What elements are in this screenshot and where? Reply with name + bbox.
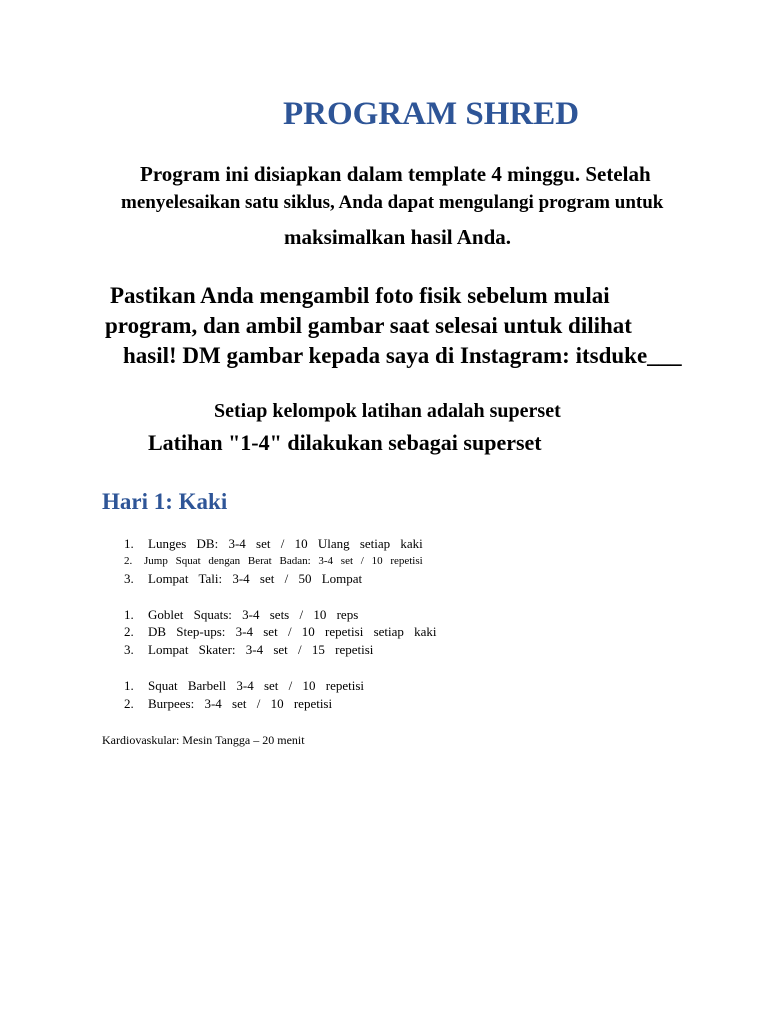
exercise-number: 2. [124,624,134,639]
exercise-number: 1. [124,536,134,551]
exercise-number: 2. [124,696,134,711]
exercise-number: 3. [124,571,134,586]
photo-note-line-1: Pastikan Anda mengambil foto fisik sebelum mulai [110,283,610,308]
intro-line-2: menyelesaikan satu siklus, Anda dapat mengulangi program untuk [121,192,664,213]
exercise-text: Jump Squat dengan Berat Badan: 3-4 set / 10 repetisi [144,555,423,567]
page-title: PROGRAM SHRED [282,96,580,132]
superset-note-line-2: Latihan "1-4" dilakukan sebagai superset [148,430,542,455]
exercise-number: 3. [124,642,134,657]
exercise-item [124,696,332,712]
intro-line-3: maksimalkan hasil Anda. [284,225,512,249]
exercise-number: 2. [124,555,133,567]
photo-note-line-2: program, dan ambil gambar saat selesai untuk dilihat [105,313,632,338]
exercise-item [124,555,423,567]
exercise-item [124,536,423,552]
exercise-item [124,642,373,658]
exercise-item [124,678,364,694]
exercise-number: 1. [124,607,134,622]
exercise-text: Squat Barbell 3-4 set / 10 repetisi [148,678,365,693]
exercise-text: DB Step-ups: 3-4 set / 10 repetisi setiap kaki [148,624,437,639]
exercise-text: Lunges DB: 3-4 set / 10 Ulang setiap kaki [148,536,423,551]
superset-note-line-1: Setiap kelompok latihan adalah superset [214,400,561,422]
exercise-text: Lompat Tali: 3-4 set / 50 Lompat [148,571,363,586]
exercise-text: Lompat Skater: 3-4 set / 15 repetisi [148,642,374,657]
exercise-number: 1. [124,678,134,693]
day-heading: Hari 1: Kaki [102,489,228,514]
exercise-text: Goblet Squats: 3-4 sets / 10 reps [148,607,359,622]
exercise-item [124,607,358,623]
exercise-item [124,624,437,640]
exercise-text: Burpees: 3-4 set / 10 repetisi [148,696,333,711]
cardio-note: Kardiovaskular: Mesin Tangga – 20 menit [102,733,305,747]
exercise-item [124,571,362,587]
photo-note-line-3: hasil! DM gambar kepada saya di Instagram: itsduke___ [123,343,682,368]
intro-line-1: Program ini disiapkan dalam template 4 minggu. Setelah [140,162,651,186]
